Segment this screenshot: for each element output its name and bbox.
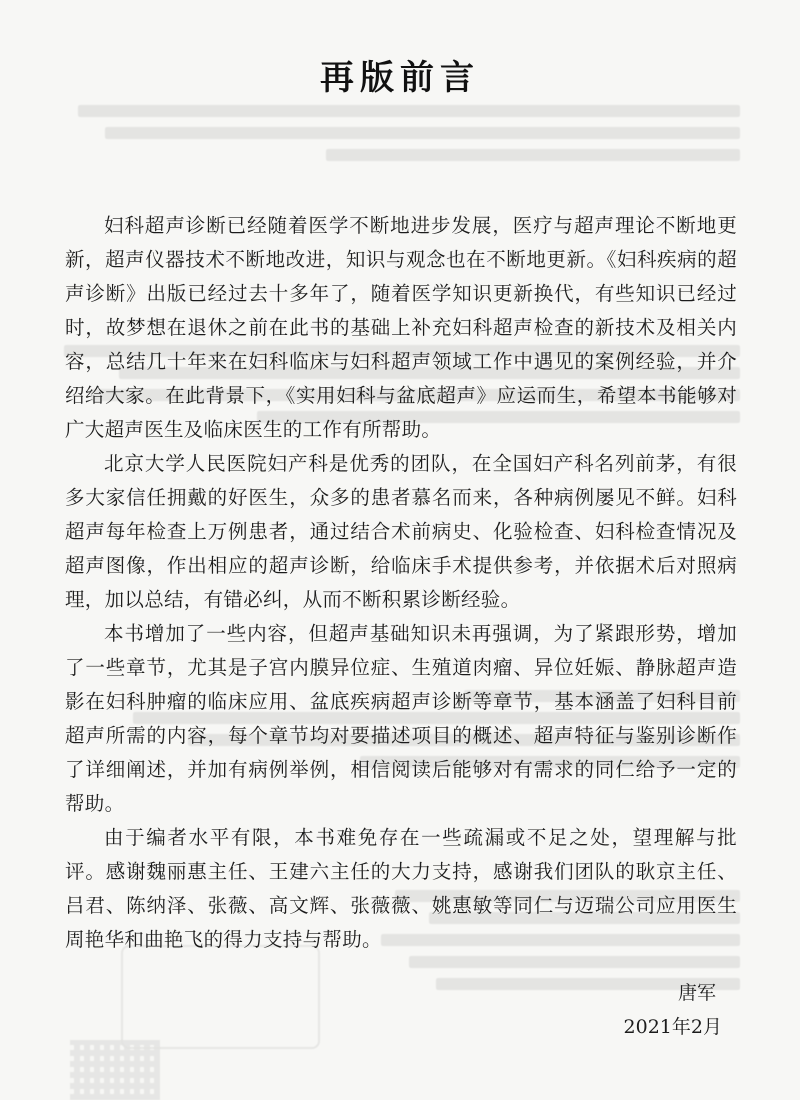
paragraph: 本书增加了一些内容，但超声基础知识未再强调，为了紧跟形势，增加了一些章节，尤其是子宫内膜异位症、生殖道肉瘤、异位妊娠、静脉超声造影在妇科肿瘤的临床应用、盆底疾病超声诊断等章节，基本涵盖了妇科目前超声所需的内容，每个章节均对要描述项目的概述、超声特征与鉴别诊断作了详细阐述，并加有病例举例，相信阅读后能够对有需求的同仁给予一定的帮助。 <box>65 622 737 815</box>
paragraph: 由于编者水平有限，本书难免存在一些疏漏或不足之处，望理解与批评。感谢魏丽惠主任、王建六主任的大力支持，感谢我们团队的耿京主任、吕君、陈纳泽、张薇、高文辉、张薇薇、姚惠敏等同仁与迈瑞公司应用医生周艳华和曲艳飞的得力支持与帮助。 <box>65 826 737 951</box>
signature-date: 2021年2月 <box>623 1016 722 1038</box>
signature-block <box>624 976 722 1044</box>
page-title: 再版前言 <box>320 58 480 98</box>
paragraph: 北京大学人民医院妇产科是优秀的团队，在全国妇产科名列前茅，有很多大家信任拥戴的好医生，众多的患者慕名而来，各种病例屡见不鲜。妇科超声每年检查上万例患者，通过结合术前病史、化验检查、妇科检查情况及超声图像，作出相应的超声诊断，给临床手术提供参考，并依据术后对照病理，加以总结，有错必纠，从而不断积累诊断经验。 <box>65 452 737 611</box>
preface-body <box>65 209 737 957</box>
paragraph: 妇科超声诊断已经随着医学不断地进步发展，医疗与超声理论不断地更新，超声仪器技术不断地改进，知识与观念也在不断地更新。《妇科疾病的超声诊断》出版已经过去十多年了，随着医学知识更新换代，有些知识已经过时，故梦想在退休之前在此书的基础上补充妇科超声检查的新技术及相关内容，总结几十年来在妇科临床与妇科超声领域工作中遇见的案例经验，并介绍给大家。在此背景下，《实用妇科与盆底超声》应运而生，希望本书能够对广大超声医生及临床医生的工作有所帮助。 <box>65 214 737 441</box>
author-name: 唐军 <box>677 982 716 1004</box>
